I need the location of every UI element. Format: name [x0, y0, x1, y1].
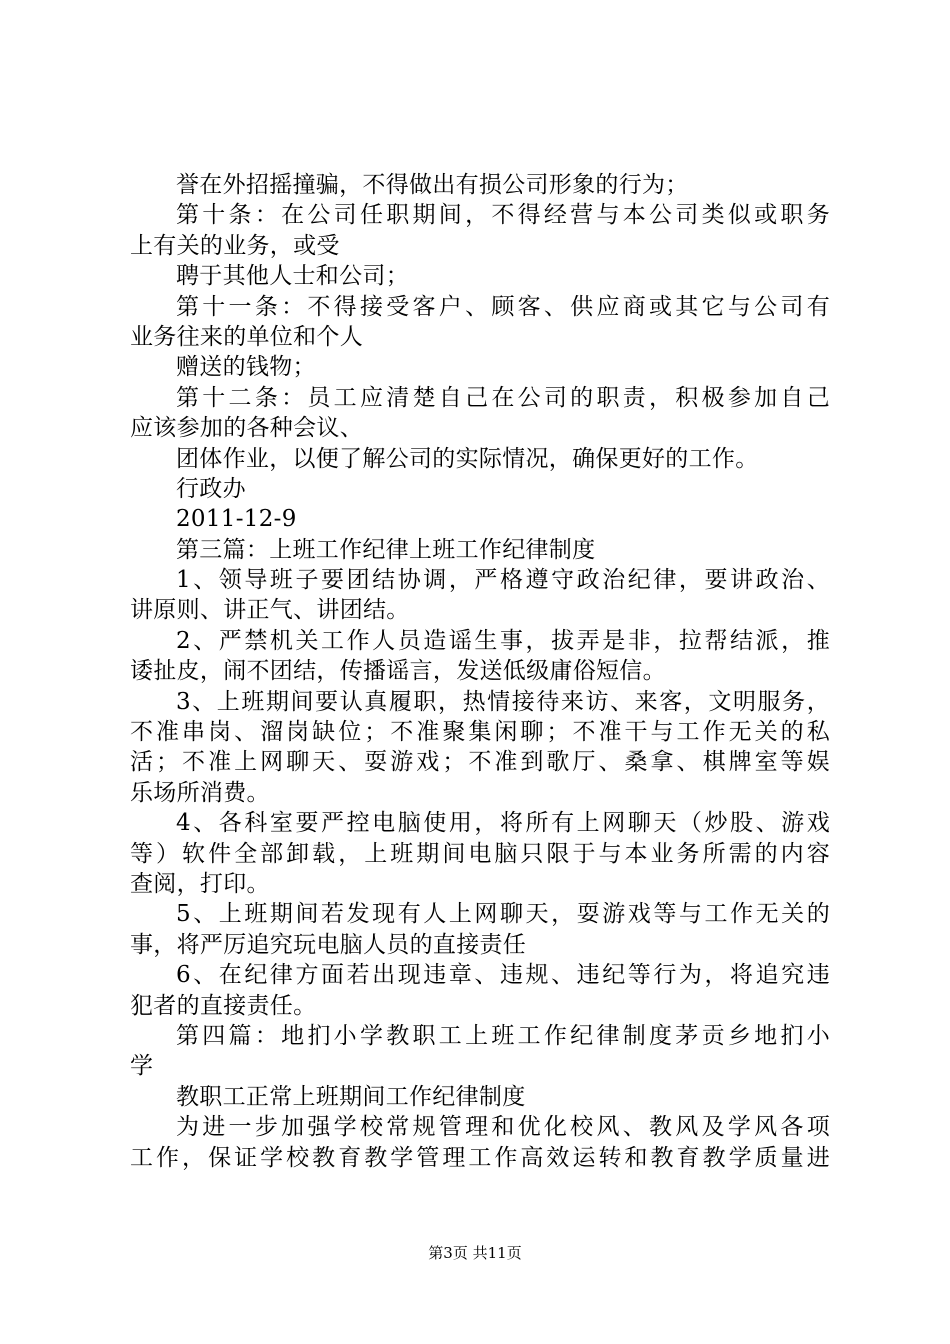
text-line: 第十二条：员工应清楚自己在公司的职责，积极参加自己 [176, 384, 830, 411]
text-line: 行政办 [176, 475, 246, 502]
text-line: 查阅，打印。 [130, 870, 270, 897]
text-line: 业务往来的单位和个人 [130, 323, 363, 350]
text-line: 乐场所消费。 [130, 779, 270, 806]
text-line: 赠送的钱物； [176, 354, 316, 381]
text-line: 不准串岗、溜岗缺位；不准聚集闲聊；不准干与工作无关的私 [130, 719, 830, 746]
text-line: 犯者的直接责任。 [130, 992, 317, 1019]
text-line: 应该参加的各种会议、 [130, 415, 363, 442]
text-line: 讲原则、讲正气、讲团结。 [130, 597, 410, 624]
text-line: 学 [130, 1053, 154, 1080]
text-line: 事，将严厉追究玩电脑人员的直接责任 [130, 931, 527, 958]
text-line: 3、上班期间要认真履职，热情接待来访、来客，文明服务， [176, 688, 830, 715]
text-line: 2、严禁机关工作人员造谣生事，拔弄是非，拉帮结派，推 [176, 627, 830, 654]
page-footer: 第3页 共11页 [428, 1244, 522, 1262]
text-line: 为进一步加强学校常规管理和优化校风、教风及学风各项 [176, 1114, 830, 1141]
text-line: 第四篇：地扪小学教职工上班工作纪律制度茅贡乡地扪小 [176, 1022, 830, 1049]
text-line: 工作，保证学校教育教学管理工作高效运转和教育教学质量进 [130, 1144, 830, 1171]
text-line: 1、领导班子要团结协调，严格遵守政治纪律，要讲政治、 [176, 567, 830, 594]
text-line: 第三篇：上班工作纪律上班工作纪律制度 [176, 536, 596, 563]
text-line: 活；不准上网聊天、耍游戏；不准到歌厅、桑拿、棋牌室等娱 [130, 749, 830, 776]
text-line: 聘于其他人士和公司； [176, 263, 409, 290]
text-line: 团体作业，以便了解公司的实际情况，确保更好的工作。 [176, 445, 759, 472]
text-line: 4、各科室要严控电脑使用，将所有上网聊天（炒股、游戏 [176, 810, 830, 837]
text-line: 誉在外招摇撞骗，不得做出有损公司形象的行为； [176, 172, 689, 198]
text-line: 5、上班期间若发现有人上网聊天，耍游戏等与工作无关的 [176, 901, 830, 928]
text-line: 6、在纪律方面若出现违章、违规、违纪等行为，将追究违 [176, 962, 830, 989]
text-line: 上有关的业务，或受 [130, 232, 340, 259]
text-line: 等）软件全部卸载，上班期间电脑只限于与本业务所需的内容 [130, 840, 830, 867]
text-line: 诿扯皮，闹不团结，传播谣言，发送低级庸俗短信。 [130, 658, 666, 685]
document-body [130, 170, 830, 1173]
text-line: 第十条：在公司任职期间，不得经营与本公司类似或职务 [176, 202, 830, 229]
text-line: 第十一条：不得接受客户、顾客、供应商或其它与公司有 [176, 293, 830, 320]
text-line: 教职工正常上班期间工作纪律制度 [176, 1083, 526, 1110]
text-line: 2011-12-9 [176, 506, 297, 533]
